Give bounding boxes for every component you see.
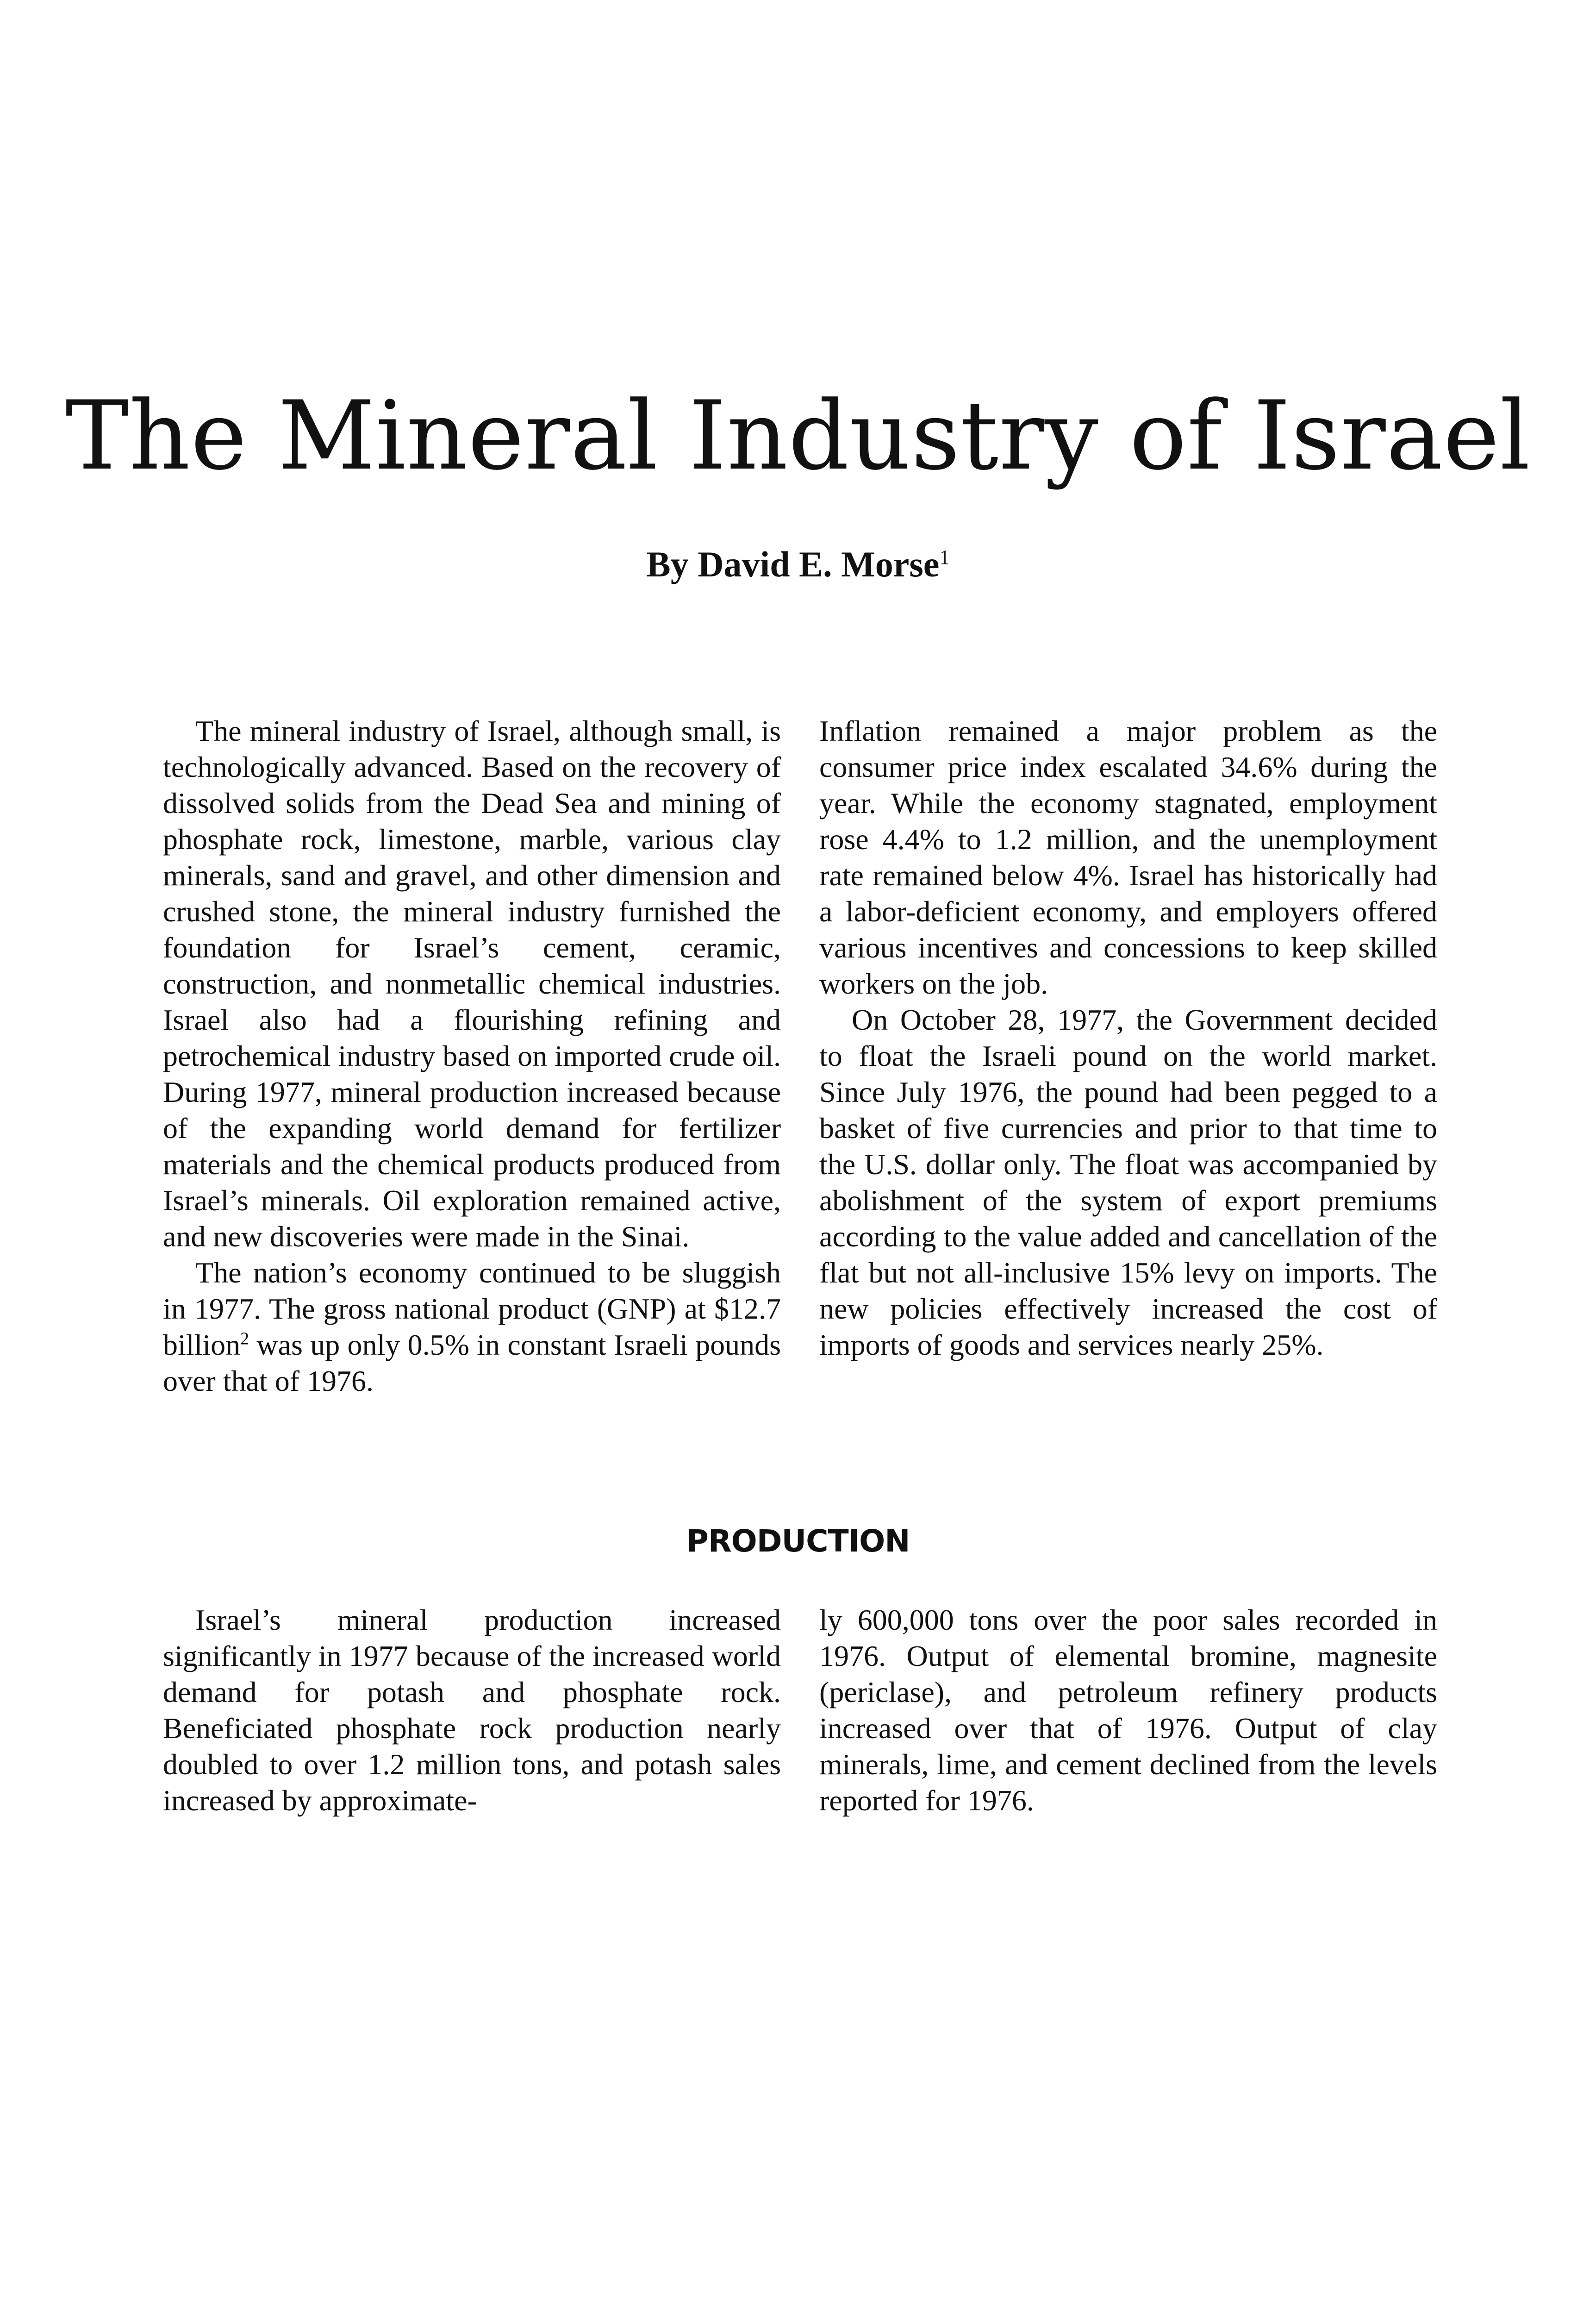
article-title: The Mineral Industry of Israel: [65, 381, 1531, 491]
gnp-footnote-marker: 2: [240, 1329, 249, 1349]
currency-float-paragraph: On October 28, 1977, the Government decided to float the Israeli pound on the world market. Since July 1976, the pound had been pegged to a basket of five currencies and prior to that time to the U.S. dollar only. The float was accompanied by abolishment of the system of export premiums according to the value added and cancellation of the flat but not all-inclusive 15% levy on imports. The new policies effectively increased the cost of imports of goods and services nearly 25%.: [819, 1003, 1437, 1361]
production-left-column: [163, 1602, 781, 1819]
author-footnote-marker: 1: [939, 546, 950, 569]
author-name: By David E. Morse: [646, 544, 940, 584]
economy-paragraph: [163, 1255, 781, 1399]
intro-paragraph: The mineral industry of Israel, although small, is technologically advanced. Based on the recovery of dissolved solids from the Dead Sea and mining of phosphate rock, limestone, marble, various clay minerals, sand and gravel, and other dimension and crushed stone, the mineral industry furnished the foundation for Israel’s cement, ceramic, construction, and nonmetallic chemical industries. Israel also had a flourishing refining and petrochemical industry based on imported crude oil. During 1977, mineral production increased because of the expanding world demand for fertilizer materials and the chemical products produced from Israel’s minerals. Oil exploration remained active, and new discoveries were made in the Sinai.: [163, 714, 781, 1253]
production-paragraph-continued: ly 600,000 tons over the poor sales recorded in 1976. Output of elemental bromine, magnesite (periclase), and petroleum refinery products increased over that of 1976. Output of clay minerals, lime, and cement declined from the levels reported for 1976.: [819, 1603, 1437, 1817]
intro-right-column: [819, 713, 1437, 1363]
byline: [0, 543, 1596, 586]
economy-text-end: was up only 0.5% in constant Israeli pounds over that of 1976.: [163, 1328, 781, 1397]
economy-text-start: The nation’s economy continued to be sluggish in 1977. The gross national product (GNP) at $12.7 billion: [163, 1256, 781, 1361]
production-right-column: [819, 1602, 1437, 1819]
inflation-paragraph: Inflation remained a major problem as the consumer price index escalated 34.6% during the year. While the economy stagnated, employment rose 4.4% to 1.2 million, and the unemployment rate remained below 4%. Israel has historically had a labor-deficient economy, and employers offered various incentives and concessions to keep skilled workers on the job.: [819, 714, 1437, 1000]
intro-left-column: [163, 713, 781, 1399]
production-paragraph-start: Israel’s mineral production increased significantly in 1977 because of the increased world demand for potash and phosphate rock. Beneficiated phosphate rock production nearly doubled to over 1.2 million tons, and potash sales increased by approximate-: [163, 1603, 781, 1817]
production-heading: PRODUCTION: [686, 1523, 910, 1559]
